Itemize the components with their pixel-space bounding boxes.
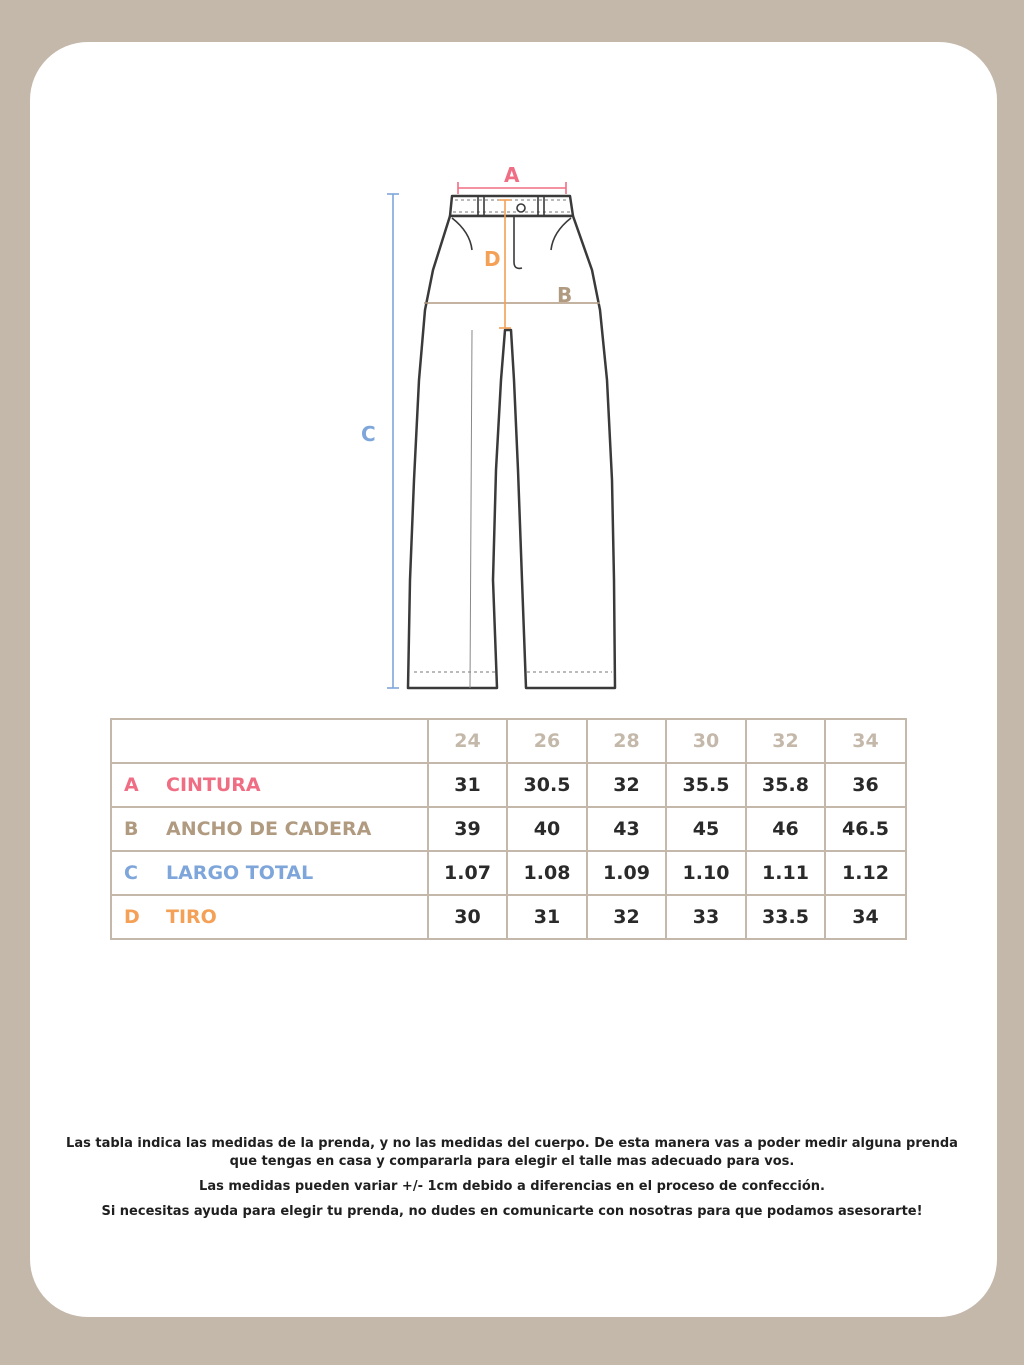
measure-label-b: B [557,283,573,307]
value-cell: 1.08 [507,851,587,895]
value-cell: 34 [825,895,906,939]
measure-label-a: A [504,163,520,187]
measure-label-c: C [361,422,376,446]
row-label-cell [111,851,428,895]
row-letter: C [124,862,138,884]
value-cell: 39 [428,807,507,851]
table-row [111,895,906,939]
value-cell: 1.09 [587,851,666,895]
size-header: 30 [666,719,746,763]
note-paragraph: Si necesitas ayuda para elegir tu prenda, no dudes en comunicarte con nosotras para que podamos asesorarte! [101,1204,923,1219]
size-header: 28 [587,719,666,763]
row-label: ANCHO DE CADERA [166,818,372,840]
value-cell: 32 [587,895,666,939]
value-cell: 33 [666,895,746,939]
row-label-cell [111,807,428,851]
row-letter: A [124,774,139,796]
value-cell: 31 [507,895,587,939]
pants-drawing [408,196,615,688]
note-paragraph [40,1135,984,1171]
value-cell: 46.5 [825,807,906,851]
row-label: CINTURA [166,774,261,796]
size-header-row [111,719,906,763]
row-label: TIRO [166,906,217,928]
note-paragraph: Las medidas pueden variar +/- 1cm debido a diferencias en el proceso de confección. [199,1179,825,1194]
size-chart-table [110,718,907,940]
value-cell: 1.10 [666,851,746,895]
value-cell: 43 [587,807,666,851]
value-cell: 36 [825,763,906,807]
row-label-cell [111,763,428,807]
value-cell: 45 [666,807,746,851]
value-cell: 30 [428,895,507,939]
value-cell: 46 [746,807,825,851]
size-notes [40,1135,984,1228]
value-cell: 40 [507,807,587,851]
value-cell: 1.07 [428,851,507,895]
size-header: 32 [746,719,825,763]
size-header: 26 [507,719,587,763]
size-header: 24 [428,719,507,763]
value-cell: 32 [587,763,666,807]
row-label: LARGO TOTAL [166,862,314,884]
value-cell: 35.5 [666,763,746,807]
value-cell: 1.11 [746,851,825,895]
table-row [111,763,906,807]
row-letter: B [124,818,139,840]
measure-label-d: D [484,247,501,271]
value-cell: 33.5 [746,895,825,939]
table-row [111,807,906,851]
size-header: 34 [825,719,906,763]
table-row [111,851,906,895]
row-label-cell [111,895,428,939]
note-line: Las tabla indica las medidas de la prenda, y no las medidas del cuerpo. De esta manera vas a poder medir alguna prenda [66,1136,958,1151]
value-cell: 35.8 [746,763,825,807]
header-empty-cell [111,719,428,763]
note-line: que tengas en casa y compararla para elegir el talle mas adecuado para vos. [229,1154,795,1169]
value-cell: 31 [428,763,507,807]
value-cell: 1.12 [825,851,906,895]
value-cell: 30.5 [507,763,587,807]
row-letter: D [124,906,140,928]
measure-line-c [387,194,399,688]
